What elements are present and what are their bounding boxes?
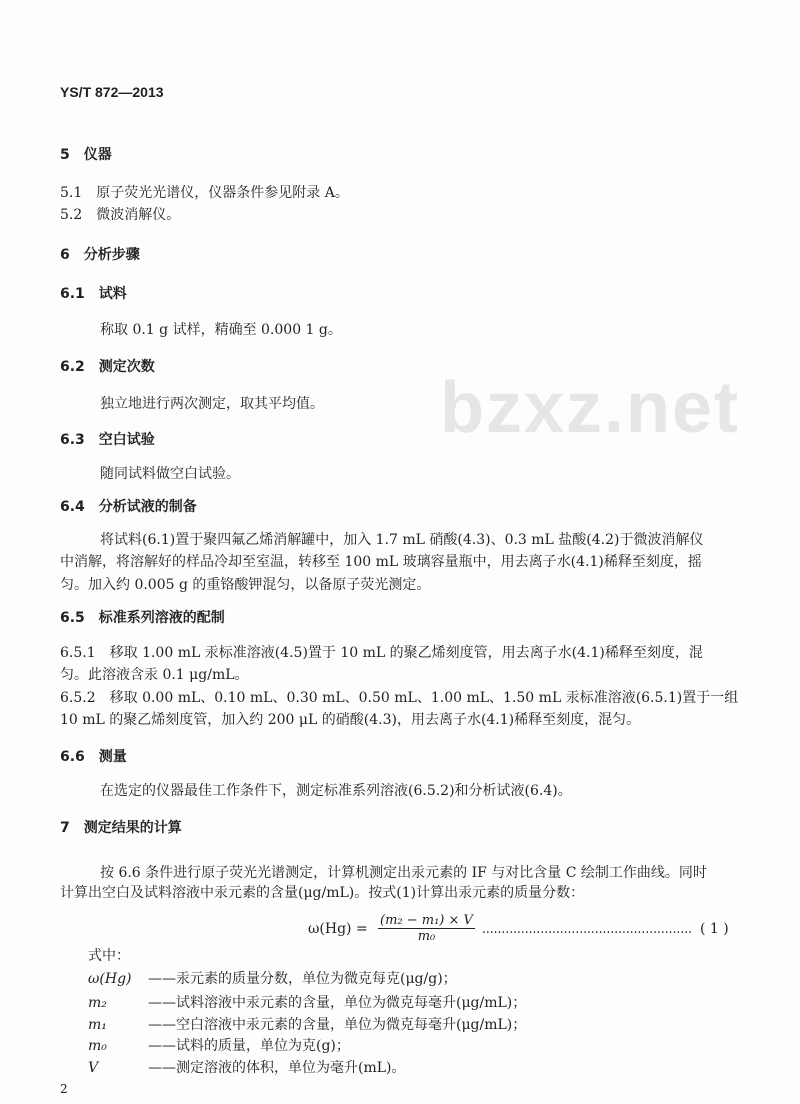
- variable-description: ——试料的质量，单位为克(g)；: [148, 1038, 350, 1054]
- clause-6-5-2-line: 10 mL 的聚乙烯刻度管，加入约 200 μL 的硝酸(4.3)，用去离子水(4.1)稀释至刻度，混匀。: [60, 712, 641, 728]
- clause-6-4-line: 中消解，将溶解好的样品冷却至室温，转移至 100 mL 玻璃容量瓶中，用去离子水(4.1)稀释至刻度，摇: [60, 554, 702, 570]
- clause-6-2-heading: 6.2 测定次数: [60, 359, 155, 375]
- page-number: 2: [60, 1082, 68, 1096]
- formula-denominator: m₀: [417, 929, 436, 944]
- clause-6-4-heading: 6.4 分析试液的制备: [60, 499, 197, 515]
- section-7-heading: 7 测定结果的计算: [60, 820, 182, 836]
- clause-6-4-line: 匀。加入约 0.005 g 的重铬酸钾混匀，以备原子荧光测定。: [60, 577, 431, 593]
- clause-6-1-body: 称取 0.1 g 试样，精确至 0.000 1 g。: [100, 322, 342, 338]
- formula-numerator: (m₂ − m₁) × V: [380, 913, 473, 928]
- formula-leader-dots: ………………………………………………: [482, 921, 692, 937]
- variable-description: ——空白溶液中汞元素的含量，单位为微克每毫升(μg/mL)；: [148, 1017, 527, 1033]
- formula-lhs: ω(Hg) =: [308, 921, 368, 937]
- watermark: bzxz.net: [440, 368, 741, 448]
- standard-number-header: YS/T 872—2013: [60, 84, 164, 100]
- variable-description: ——试料溶液中汞元素的含量，单位为微克每毫升(μg/mL)；: [148, 995, 527, 1011]
- clause-6-6-heading: 6.6 测量: [60, 749, 127, 765]
- section-5-heading: 5 仪器: [60, 147, 112, 163]
- formula-fraction: [378, 913, 475, 944]
- section-7-line: 按 6.6 条件进行原子荧光光谱测定，计算机测定出汞元素的 IF 与对比含量 C 绘制工作曲线。同时: [100, 865, 707, 881]
- clause-6-6-body: 在选定的仪器最佳工作条件下，测定标准系列溶液(6.5.2)和分析试液(6.4)。: [100, 783, 572, 799]
- where-label: 式中：: [88, 948, 130, 964]
- variable-symbol: V: [88, 1060, 99, 1076]
- formula-number: ( 1 ): [700, 921, 729, 937]
- section-7-line: 计算出空白及试料溶液中汞元素的含量(μg/mL)。按式(1)计算出汞元素的质量分数：: [60, 885, 585, 901]
- clause-6-5-2-line: 6.5.2 移取 0.00 mL、0.10 mL、0.30 mL、0.50 mL、1.00 mL、1.50 mL 汞标准溶液(6.5.1)置于一组: [60, 690, 739, 706]
- variable-description: ——汞元素的质量分数，单位为微克每克(μg/g)；: [148, 971, 457, 987]
- clause-5-1: 5.1 原子荧光光谱仪，仪器条件参见附录 A。: [60, 185, 349, 201]
- variable-symbol: ω(Hg): [88, 971, 132, 987]
- clause-6-2-body: 独立地进行两次测定，取其平均值。: [100, 396, 324, 412]
- variable-symbol: m₂: [88, 995, 107, 1011]
- clause-6-3-body: 随同试料做空白试验。: [100, 466, 240, 482]
- clause-6-5-1-line: 6.5.1 移取 1.00 mL 汞标准溶液(4.5)置于 10 mL 的聚乙烯刻度管，用去离子水(4.1)稀释至刻度，混: [60, 645, 703, 661]
- clause-5-2: 5.2 微波消解仪。: [60, 207, 181, 223]
- variable-symbol: m₀: [88, 1038, 107, 1054]
- clause-6-1-heading: 6.1 试料: [60, 286, 127, 302]
- section-6-heading: 6 分析步骤: [60, 247, 140, 263]
- clause-6-5-1-line: 匀。此溶液含汞 0.1 μg/mL。: [60, 667, 249, 683]
- variable-description: ——测定溶液的体积，单位为毫升(mL)。: [148, 1060, 406, 1076]
- clause-6-4-line: 将试料(6.1)置于聚四氟乙烯消解罐中，加入 1.7 mL 硝酸(4.3)、0.3 mL 盐酸(4.2)于微波消解仪: [100, 532, 704, 548]
- clause-6-5-heading: 6.5 标准系列溶液的配制: [60, 610, 225, 626]
- clause-6-3-heading: 6.3 空白试验: [60, 432, 155, 448]
- variable-symbol: m₁: [88, 1017, 107, 1033]
